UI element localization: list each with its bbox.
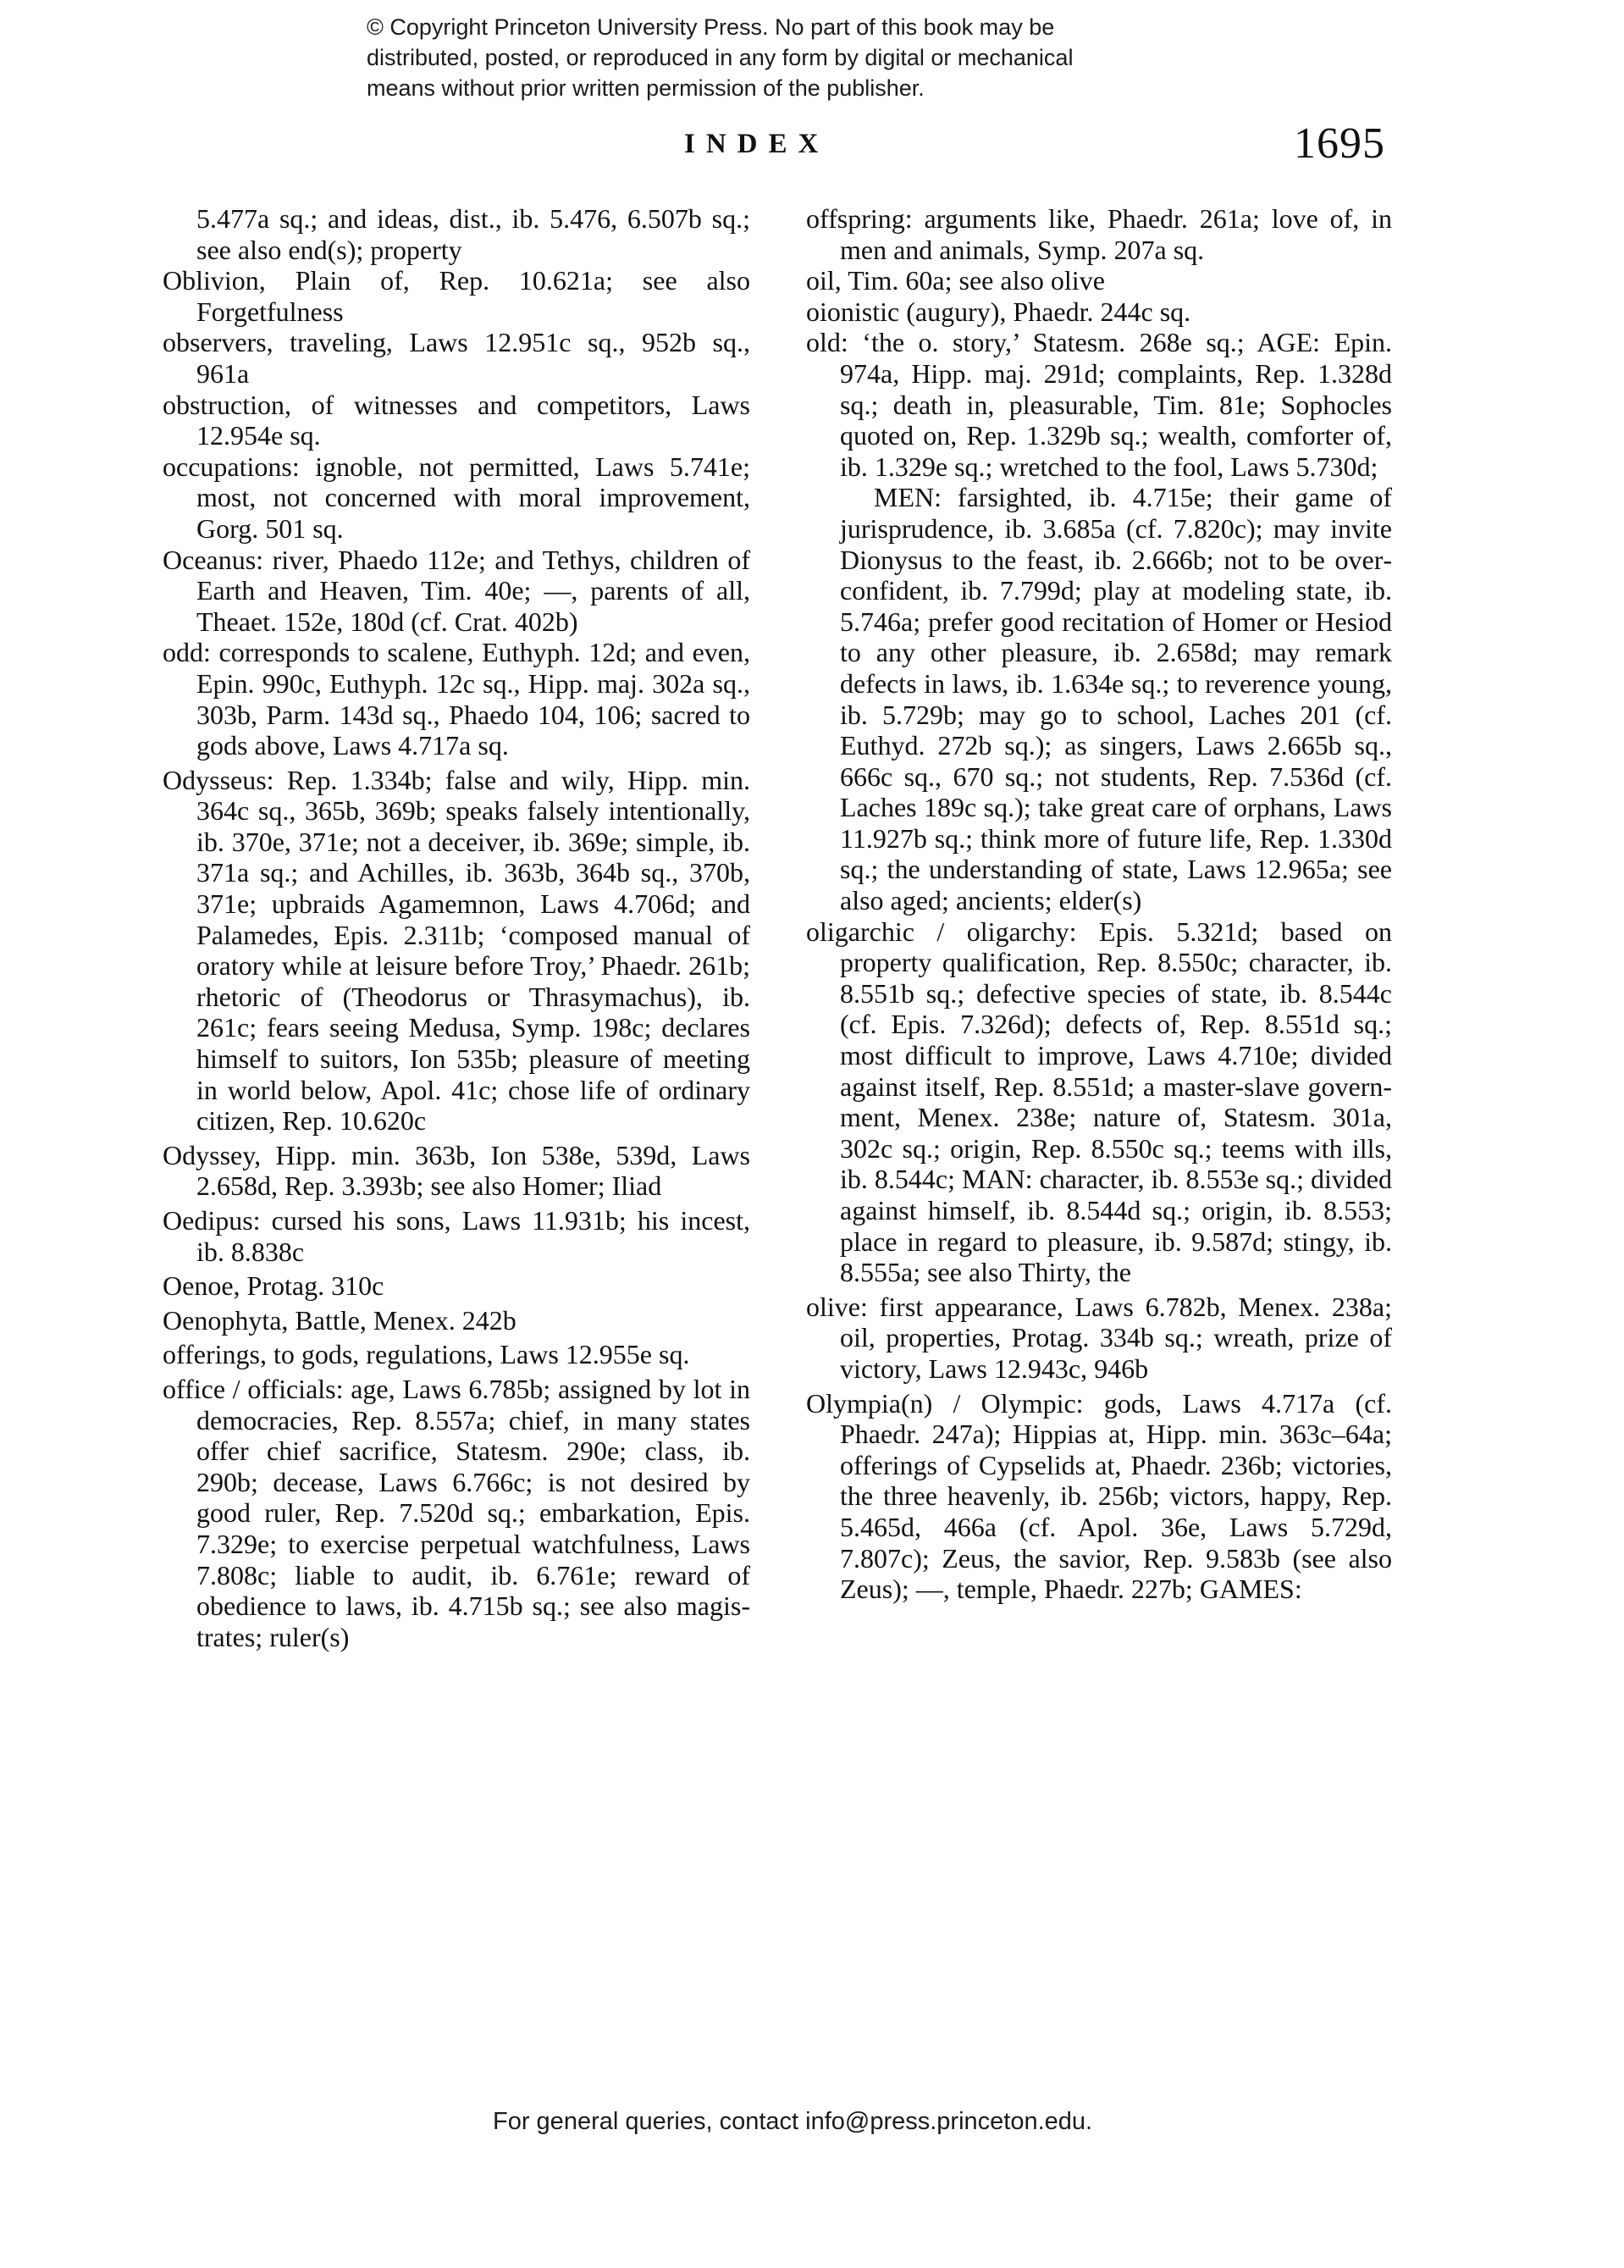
index-entry: Olympia(n) / Olympic: gods, Laws 4.717a (cf. Phaedr. 247a); Hippias at, Hipp. min. 363c–64a; offerings of Cypselids at, Phaedr. 236b; victories, the three heavenly, ib. 256b; victors, happy, Rep. 5.465d, 466a (cf. Apol. 36e, Laws 5.729d, 7.807c); Zeus, the savior, Rep. 9.583b (see also Zeus); —, temple, Phaedr. 227b; GAMES: — [806, 1387, 1392, 1605]
index-entry: offerings, to gods, regulations, Laws 12.955e sq. — [163, 1339, 690, 1370]
index-column-left — [163, 203, 750, 1652]
copyright-line: © Copyright Princeton University Press. No part of this book may be — [367, 14, 1055, 40]
index-entry: office / officials: age, Laws 6.785b; assigned by lot in democracies, Rep. 8.557a; chief, in many states offer chief sacrifice, Statesm. 290e; class, ib. 290b; decease, Laws 6.766c; is not desired by good ruler, Rep. 7.520d sq.; embarkation, Epis. 7.329e; to exercise perpetual watchfulness, Laws 7.808c; liable to audit, ib. 6.761e; reward of obedience to laws, ib. 4.715b sq.; see also magistrates; ruler(s) — [163, 1373, 750, 1652]
footer-contact: For general queries, contact info@press.princeton.edu. — [493, 2108, 1093, 2135]
index-entry: oionistic (augury), Phaedr. 244c sq. — [806, 296, 1191, 327]
copyright-line: means without prior written permission of the publisher. — [367, 75, 925, 101]
index-entry: offspring: arguments like, Phaedr. 261a; love of, in men and animals, Symp. 207a sq. — [806, 203, 1392, 265]
index-entry: obstruction, of witnesses and competitors, Laws 12.954e sq. — [163, 389, 750, 451]
index-entry: Odyssey, Hipp. min. 363b, Ion 538e, 539d, Laws 2.658d, Rep. 3.393b; see also Homer; Iliad — [163, 1139, 750, 1202]
running-head-title: INDEX — [684, 129, 830, 159]
index-entry: Oceanus: river, Phaedo 112e; and Tethys, children of Earth and Heaven, Tim. 40e; —, parents of all, Theaet. 152e, 180d (cf. Crat. 402b) — [163, 544, 750, 637]
index-column-right — [806, 203, 1392, 1605]
index-entry: old: ‘the o. story,’ Statesm. 268e sq.; AGE: Epin. 974a, Hipp. maj. 291d; complaints, Rep. 1.328d sq.; death in, pleasurable, Tim. 81e; Sophocles quoted on, Rep. 1.329b sq.; wealth, comforter of, ib. 1.329e sq.; wretched to the fool, Laws 5.730d; — [806, 327, 1392, 482]
index-entry: Odysseus: Rep. 1.334b; false and wily, Hipp. min. 364c sq., 365b, 369b; speaks falsely intentionally, ib. 370e, 371e; not a deceiver, ib. 369e; simple, ib. 371a sq.; and Achilles, ib. 363b, 364b sq., 370b, 371e; upbraids Agamemnon, Laws 4.706d; and Palamedes, Epis. 2.311b; ‘composed manual of oratory while at leisure before Troy,’ Phaedr. 261b; rhetoric of (Theodorus or Thrasymachus), ib. 261c; fears seeing Medusa, Symp. 198c; declares himself to suitors, Ion 535b; pleasure of meeting in world below, Apol. 41c; chose life of ordinary citizen, Rep. 10.620c — [163, 764, 750, 1137]
index-entry: Oedipus: cursed his sons, Laws 11.931b; his incest, ib. 8.838c — [163, 1205, 750, 1267]
index-subentry: MEN: farsighted, ib. 4.715e; their game of jurisprudence, ib. 3.685a (cf. 7.820c); may invite Dionysus to the feast, ib. 2.666b; not to be overconfident, ib. 7.799d; play at modeling state, ib. 5.746a; prefer good recitation of Homer or Hesiod to any other pleasure, ib. 2.658d; may remark defects in laws, ib. 1.634e sq.; to reverence young, ib. 5.729b; may go to school, Laches 201 (cf. Euthyd. 272b sq.); as singers, Laws 2.665b sq., 666c sq., 670 sq.; not students, Rep. 7.536d (cf. Laches 189c sq.); take great care of orphans, Laws 11.927b sq.; think more of future life, Rep. 1.330d sq.; the understanding of state, Laws 12.965a; see also aged; ancients; elder(s) — [840, 482, 1392, 916]
index-entry: odd: corresponds to scalene, Euthyph. 12d; and even, Epin. 990c, Euthyph. 12c sq., Hipp. maj. 302a sq., 303b, Parm. 143d sq., Phaedo 104, 106; sacred to gods above, Laws 4.717a sq. — [163, 637, 750, 761]
index-entry: oil, Tim. 60a; see also olive — [806, 265, 1105, 296]
index-entry: oligarchic / oligarchy: Epis. 5.321d; based on property qualification, Rep. 8.550c; character, ib. 8.551b sq.; defective species of state, ib. 8.544c (cf. Epis. 7.326d); defects of, Rep. 8.551d sq.; most difficult to improve, Laws 4.710e; divided against itself, Rep. 8.551d; a master-slave government, Menex. 238e; nature of, Statesm. 301a, 302c sq.; origin, Rep. 8.550c sq.; teems with ills, ib. 8.544c; MAN: character, ib. 8.553e sq.; divided against himself, ib. 8.544d sq.; origin, ib. 8.553; place in regard to pleasure, ib. 9.587d; stingy, ib. 8.555a; see also Thirty, the — [806, 915, 1392, 1288]
index-entry: Oenophyta, Battle, Menex. 242b — [163, 1304, 516, 1336]
index-entry: Oblivion, Plain of, Rep. 10.621a; see also Forgetfulness — [163, 265, 750, 327]
index-entry: occupations: ignoble, not permitted, Laws 5.741e; most, not concerned with moral improvement, Gorg. 501 sq. — [163, 451, 750, 544]
page-number: 1695 — [1294, 119, 1385, 168]
index-entry: olive: first appearance, Laws 6.782b, Menex. 238a; oil, properties, Protag. 334b sq.; wreath, prize of victory, Laws 12.943c, 946b — [806, 1291, 1392, 1384]
copyright-line: distributed, posted, or reproduced in any form by digital or mechanical — [367, 45, 1074, 70]
index-entry: 5.477a sq.; and ideas, dist., ib. 5.476, 6.507b sq.; see also end(s); property — [196, 203, 750, 265]
copyright-notice — [367, 12, 1213, 103]
index-entry: observers, traveling, Laws 12.951c sq., 952b sq., 961a — [163, 327, 750, 389]
index-entry: Oenoe, Protag. 310c — [163, 1270, 384, 1302]
